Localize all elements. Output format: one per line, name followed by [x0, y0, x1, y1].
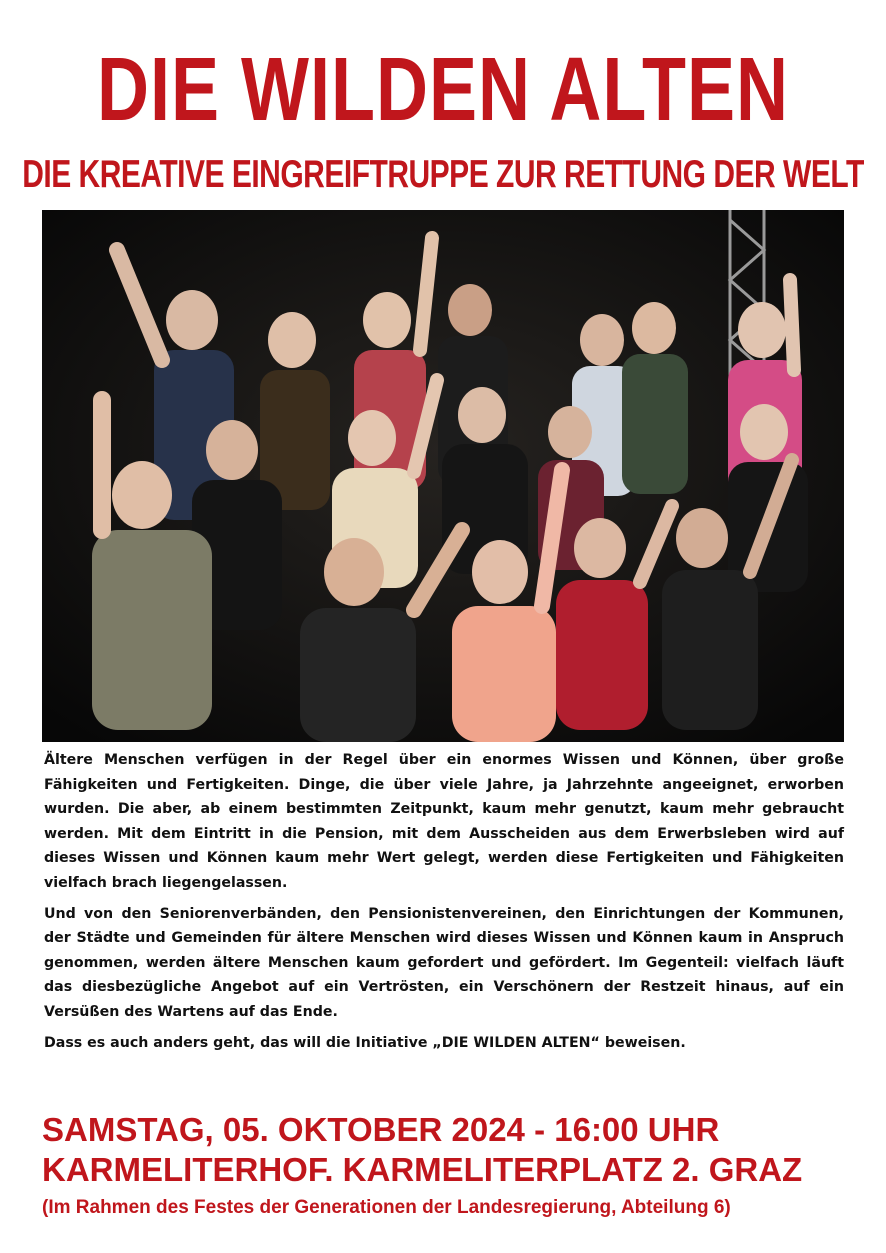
- body-text: [44, 748, 844, 1061]
- paragraph-2: Und von den Seniorenverbänden, den Pensionistenvereinen, den Einrichtungen der Kommunen, der Städte und Gemeinden für ältere Menschen wird dieses Wissen und Können kaum in Anspruch genommen, werden ältere Menschen kaum gefordert und gefördert. Im Gegenteil: vielfach läuft das diesbezügliche Angebot auf ein Vertrösten, ein Verschönern der Restzeit hinaus, auf ein Versüßen des Wartens auf das Ende.: [44, 905, 844, 1020]
- group-photo: [42, 210, 844, 742]
- group-photo-illustration: [42, 210, 844, 742]
- event-date: SAMSTAG, 05. OKTOBER 2024 - 16:00 UHR: [42, 1111, 720, 1148]
- paragraph-1: Ältere Menschen verfügen in der Regel über ein enormes Wissen und Können, über große Fähigkeiten und Fertigkeiten. Dinge, die über viele Jahre, ja Jahrzehnte angeeignet, erworben wurden. Die aber, ab einem bestimmten Zeitpunkt, kaum mehr genutzt, kaum mehr gebraucht werden. Mit dem Eintritt in die Pension, mit dem Ausscheiden aus dem Erwerbsleben wird auf dieses Wissen und Können kaum mehr Wert gelegt, werden diese Fertigkeiten und Fähigkeiten vielfach brach liegengelassen.: [44, 752, 844, 891]
- event-note: (Im Rahmen des Festes der Generationen der Landesregierung, Abteilung 6): [42, 1197, 731, 1218]
- poster-title: DIE WILDEN ALTEN: [97, 40, 789, 140]
- event-place: KARMELITERHOF. KARMELITERPLATZ 2. GRAZ: [42, 1151, 803, 1188]
- paragraph-3: Dass es auch anders geht, das will die Initiative „DIE WILDEN ALTEN“ beweisen.: [44, 1034, 686, 1051]
- poster-subtitle: DIE KREATIVE EINGREIFTRUPPE ZUR RETTUNG DER WELT: [22, 153, 864, 196]
